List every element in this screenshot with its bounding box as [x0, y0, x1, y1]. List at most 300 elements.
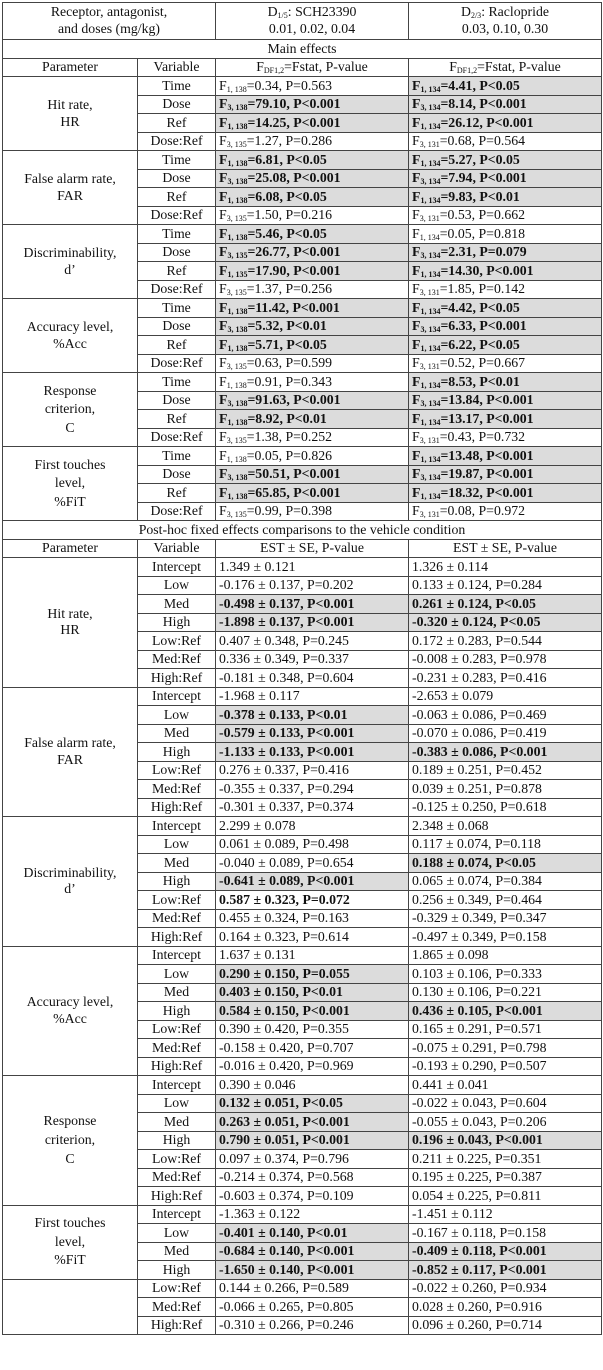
value-cell [216, 928, 409, 947]
value-cell [216, 1150, 409, 1169]
value-text: -1.898 ± 0.137, P<0.001 [219, 614, 355, 630]
value-cell [216, 1261, 409, 1280]
value-cell [216, 817, 409, 836]
value-text: 0.263 ± 0.051, P<0.001 [219, 1113, 350, 1129]
value-text: 0.455 ± 0.324, P=0.163 [219, 910, 349, 926]
value-cell [216, 946, 409, 965]
value-cell [409, 262, 602, 281]
column-header: $F_{DF1,2}=Fstat$, P-value [409, 58, 602, 77]
parameter-label: Hit rate, [47, 96, 93, 112]
variable-cell: Dose [138, 317, 216, 336]
value-text: $F_{3, 134}=6.33$, P<0.001 [412, 318, 527, 335]
value-text: 0.188 ± 0.074, P<0.05 [412, 854, 536, 870]
value-text: 0.336 ± 0.349, P=0.337 [219, 651, 349, 667]
value-text: 0.256 ± 0.349, P=0.464 [412, 891, 542, 907]
value-cell [216, 909, 409, 928]
value-cell [216, 1168, 409, 1187]
variable-cell: Dose [138, 169, 216, 188]
value-cell [216, 891, 409, 910]
value-cell [409, 595, 602, 614]
table-row [3, 1205, 602, 1224]
variable-cell: High [138, 1261, 216, 1280]
value-cell [409, 1039, 602, 1058]
value-cell [409, 1224, 602, 1243]
value-cell [409, 1205, 602, 1224]
value-text: $F_{3, 135}=1.27$, P=0.286 [219, 133, 333, 150]
value-cell [409, 1279, 602, 1298]
value-cell [216, 1187, 409, 1206]
value-cell [216, 1039, 409, 1058]
value-text: 0.133 ± 0.124, P=0.284 [412, 577, 542, 593]
variable-cell: Low [138, 706, 216, 725]
parameter-cell [3, 299, 138, 373]
value-text: 0.195 ± 0.225, P=0.387 [412, 1169, 542, 1185]
value-text: 2.299 ± 0.078 [219, 817, 296, 833]
value-text: 0.436 ± 0.105, P<0.001 [412, 1002, 543, 1018]
value-text: -0.497 ± 0.349, P=0.158 [412, 928, 547, 944]
value-cell [216, 354, 409, 373]
parameter-cell [3, 946, 138, 1076]
variable-cell: High:Ref [138, 928, 216, 947]
value-text: $F_{1, 134}=6.22$, P<0.05 [412, 336, 520, 353]
value-text: 0.290 ± 0.150, P=0.055 [219, 965, 350, 981]
value-text: -0.066 ± 0.265, P=0.805 [219, 1298, 354, 1314]
value-text: $F_{1, 138}=6.08$, P<0.05 [219, 188, 327, 205]
parameter-label: Response [43, 1113, 97, 1129]
variable-cell: Dose [138, 243, 216, 262]
value-text: $F_{1, 134}=13.48$, P<0.001 [412, 447, 534, 464]
variable-cell: High:Ref [138, 1057, 216, 1076]
variable-cell: High [138, 613, 216, 632]
value-cell [409, 687, 602, 706]
value-text: -0.409 ± 0.118, P<0.001 [412, 1243, 547, 1259]
value-text: 0.103 ± 0.106, P=0.333 [412, 965, 542, 981]
value-text: $F_{3, 134}=2.31$, P=0.079 [412, 244, 527, 261]
value-cell [409, 1298, 602, 1317]
value-cell [409, 724, 602, 743]
value-text: $F_{1, 134}=9.83$, P<0.01 [412, 188, 520, 205]
column-header: Variable [138, 539, 216, 558]
value-text: $F_{3, 138}=91.63$, P<0.001 [219, 392, 341, 409]
variable-cell: Med:Ref [138, 1298, 216, 1317]
value-text: $F_{3, 131}=0.52$, P=0.667 [412, 355, 526, 372]
value-cell [216, 632, 409, 651]
value-text: 0.096 ± 0.260, P=0.714 [412, 1317, 542, 1333]
value-text: $F_{3, 135}=26.77$, P<0.001 [219, 244, 341, 261]
value-text: 0.196 ± 0.043, P<0.001 [412, 1132, 543, 1148]
value-cell [216, 188, 409, 207]
value-cell [409, 447, 602, 466]
value-cell [216, 262, 409, 281]
parameter-label: criterion, [44, 401, 96, 417]
value-text: 0.065 ± 0.074, P=0.384 [412, 873, 542, 889]
posthoc-title-row [3, 521, 602, 540]
table-row [3, 558, 602, 577]
variable-cell: Med:Ref [138, 780, 216, 799]
value-text: $F_{1, 134}=14.30$, P<0.001 [412, 262, 534, 279]
table-row [3, 77, 602, 96]
value-cell [216, 114, 409, 133]
value-cell [409, 743, 602, 762]
variable-cell: Low [138, 965, 216, 984]
value-cell [409, 188, 602, 207]
value-cell [409, 1057, 602, 1076]
header-cell-c3 [409, 3, 602, 40]
column-header: Parameter [3, 539, 138, 558]
value-cell [216, 854, 409, 873]
parameter-label: Discriminability, [23, 244, 117, 260]
variable-cell: Low:Ref [138, 761, 216, 780]
value-text: 0.407 ± 0.348, P=0.245 [219, 632, 349, 648]
parameter-label: Hit rate, [47, 605, 93, 621]
value-cell [216, 447, 409, 466]
value-text: -0.231 ± 0.283, P=0.416 [412, 669, 547, 685]
variable-cell: Intercept [138, 687, 216, 706]
value-text: 0.164 ± 0.323, P=0.614 [219, 928, 349, 944]
value-cell [216, 225, 409, 244]
variable-cell: Low [138, 576, 216, 595]
value-text: 0.165 ± 0.291, P=0.571 [412, 1021, 542, 1037]
value-text: -0.378 ± 0.133, P<0.01 [219, 706, 348, 722]
value-cell [216, 965, 409, 984]
value-cell [216, 502, 409, 521]
value-text: $F_{3, 138}=25.08$, P<0.001 [219, 170, 341, 187]
variable-cell: Dose [138, 465, 216, 484]
header-line: $D_{2/3}$: Raclopride [460, 4, 549, 21]
value-cell [409, 946, 602, 965]
value-text: -1.968 ± 0.117 [219, 688, 300, 704]
value-cell [216, 77, 409, 96]
value-cell [409, 169, 602, 188]
variable-cell: Intercept [138, 1076, 216, 1095]
value-cell [409, 243, 602, 262]
variable-cell: Ref [138, 114, 216, 133]
value-cell [409, 780, 602, 799]
parameter-label: HR [60, 622, 80, 638]
value-text: -0.063 ± 0.086, P=0.469 [412, 706, 547, 722]
variable-cell: Dose:Ref [138, 132, 216, 151]
value-text: 0.584 ± 0.150, P<0.001 [219, 1002, 350, 1018]
value-text: -0.176 ± 0.137, P=0.202 [219, 577, 354, 593]
variable-cell: Low [138, 1224, 216, 1243]
header-cell-c2 [216, 3, 409, 40]
value-text: $F_{1, 138}=0.05$, P=0.826 [219, 447, 333, 464]
value-cell [409, 706, 602, 725]
value-text: 0.061 ± 0.089, P=0.498 [219, 836, 349, 852]
value-text: $F_{3, 131}=1.85$, P=0.142 [412, 281, 526, 298]
value-text: -0.016 ± 0.420, P=0.969 [219, 1058, 354, 1074]
parameter-label: %Acc [53, 1010, 87, 1026]
variable-cell: Med:Ref [138, 909, 216, 928]
value-cell [409, 1242, 602, 1261]
value-text: 0.144 ± 0.266, P=0.589 [219, 1280, 349, 1296]
parameter-label: Response [43, 382, 97, 398]
variable-cell: Med [138, 854, 216, 873]
value-cell [216, 780, 409, 799]
value-cell [409, 206, 602, 225]
variable-cell: Low:Ref [138, 632, 216, 651]
value-cell [216, 299, 409, 318]
value-cell [216, 132, 409, 151]
variable-cell: Intercept [138, 817, 216, 836]
value-cell [409, 1316, 602, 1335]
value-cell [216, 1020, 409, 1039]
parameter-cell [3, 1076, 138, 1206]
value-cell [216, 317, 409, 336]
value-cell [409, 1076, 602, 1095]
parameter-cell [3, 225, 138, 299]
main-effects-column-header-row [3, 58, 602, 77]
value-cell [216, 1205, 409, 1224]
column-header: $F_{DF1,2}=Fstat$, P-value [216, 58, 409, 77]
variable-cell: Med [138, 1113, 216, 1132]
variable-cell: Low [138, 1094, 216, 1113]
variable-cell: Med [138, 983, 216, 1002]
value-cell [409, 1187, 602, 1206]
value-cell [409, 391, 602, 410]
value-cell [409, 280, 602, 299]
value-text: $F_{1, 138}=5.46$, P<0.05 [219, 225, 327, 242]
value-text: -0.022 ± 0.043, P=0.604 [412, 1095, 547, 1111]
value-text: $F_{3, 131}=0.08$, P=0.972 [412, 503, 526, 520]
value-text: -0.167 ± 0.118, P=0.158 [412, 1224, 547, 1240]
value-cell [409, 1113, 602, 1132]
variable-cell: Intercept [138, 1205, 216, 1224]
variable-cell: High [138, 872, 216, 891]
value-text: $F_{3, 134}=7.94$, P<0.001 [412, 170, 527, 187]
value-cell [409, 1002, 602, 1021]
value-cell [216, 1298, 409, 1317]
value-text: -0.579 ± 0.133, P<0.001 [219, 725, 355, 741]
value-cell [216, 1224, 409, 1243]
value-cell [409, 484, 602, 503]
variable-cell: Dose:Ref [138, 502, 216, 521]
value-text: 0.130 ± 0.106, P=0.221 [412, 984, 542, 1000]
value-cell [409, 909, 602, 928]
value-cell [409, 576, 602, 595]
value-text: -0.040 ± 0.089, P=0.654 [219, 854, 354, 870]
value-text: 0.390 ± 0.420, P=0.355 [219, 1021, 349, 1037]
value-text: -0.022 ± 0.260, P=0.934 [412, 1280, 547, 1296]
value-cell [409, 1131, 602, 1150]
variable-cell: Med [138, 724, 216, 743]
value-text: -0.301 ± 0.337, P=0.374 [219, 799, 354, 815]
value-text: 0.028 ± 0.260, P=0.916 [412, 1298, 542, 1314]
value-text: $F_{3, 135}=0.99$, P=0.398 [219, 503, 333, 520]
value-text: $F_{1, 134}=4.41$, P<0.05 [412, 77, 520, 94]
value-cell [409, 299, 602, 318]
value-text: $F_{3, 135}=1.50$, P=0.216 [219, 207, 333, 224]
column-header: EST ± SE, P-value [216, 539, 409, 558]
value-text: 0.132 ± 0.051, P<0.05 [219, 1095, 343, 1111]
value-cell [216, 336, 409, 355]
value-text: 1.637 ± 0.131 [219, 947, 296, 963]
value-cell [409, 817, 602, 836]
value-text: -2.653 ± 0.079 [412, 688, 494, 704]
value-text: -0.603 ± 0.374, P=0.109 [219, 1187, 354, 1203]
variable-cell: High [138, 1131, 216, 1150]
value-cell [216, 761, 409, 780]
parameter-label: False alarm rate, [24, 735, 116, 751]
parameter-label: FAR [57, 187, 83, 203]
value-cell [409, 1094, 602, 1113]
variable-cell: Med:Ref [138, 1168, 216, 1187]
table-row [3, 225, 602, 244]
value-text: -0.125 ± 0.250, P=0.618 [412, 799, 547, 815]
value-text: 0.587 ± 0.323, P=0.072 [219, 891, 350, 907]
header-line: $D_{1/5}$: SCH23390 [267, 4, 357, 21]
parameter-label: %FiT [54, 1252, 86, 1268]
value-text: 1.326 ± 0.114 [412, 558, 489, 574]
value-cell [409, 1168, 602, 1187]
value-cell [409, 317, 602, 336]
value-text: $F_{1, 134}=26.12$, P<0.001 [412, 114, 534, 131]
parameter-cell [3, 558, 138, 688]
parameter-label: Discriminability, [23, 864, 117, 880]
value-text: -0.008 ± 0.283, P=0.978 [412, 651, 547, 667]
value-text: $F_{3, 134}=8.14$, P<0.001 [412, 96, 527, 113]
parameter-label: level, [54, 1233, 86, 1249]
value-text: -0.158 ± 0.420, P=0.707 [219, 1039, 354, 1055]
value-text: $F_{3, 138}=5.32$, P<0.01 [219, 318, 327, 335]
parameter-label: d’ [64, 261, 76, 277]
variable-cell: High:Ref [138, 1187, 216, 1206]
variable-cell: Med [138, 1242, 216, 1261]
value-text: $F_{3, 131}=0.68$, P=0.564 [412, 133, 526, 150]
value-text: $F_{1, 134}=0.05$, P=0.818 [412, 225, 526, 242]
parameter-label: First touches [34, 1215, 106, 1231]
value-text: 2.348 ± 0.068 [412, 817, 489, 833]
variable-cell: Ref [138, 336, 216, 355]
variable-cell: Time [138, 77, 216, 96]
variable-cell: Med [138, 595, 216, 614]
value-text: $F_{1, 134}=13.17$, P<0.001 [412, 410, 534, 427]
value-text: $F_{1, 134}=5.27$, P<0.05 [412, 151, 520, 168]
parameter-cell [3, 77, 138, 151]
variable-cell: Low [138, 835, 216, 854]
value-cell [216, 687, 409, 706]
value-text: $F_{1, 138}=14.25$, P<0.001 [219, 114, 341, 131]
variable-cell: Ref [138, 262, 216, 281]
value-cell [409, 872, 602, 891]
variable-cell: Ref [138, 484, 216, 503]
header-line: 0.03, 0.10, 0.30 [461, 21, 549, 36]
variable-cell: Med:Ref [138, 1039, 216, 1058]
variable-cell: Med:Ref [138, 650, 216, 669]
value-text: $F_{1, 138}=8.92$, P<0.01 [219, 410, 327, 427]
parameter-label: d’ [64, 881, 76, 897]
value-cell [409, 613, 602, 632]
value-text: -0.641 ± 0.089, P<0.001 [219, 873, 355, 889]
value-cell [216, 1279, 409, 1298]
value-cell [409, 502, 602, 521]
value-text: 0.211 ± 0.225, P=0.351 [412, 1150, 542, 1166]
column-header: Variable [138, 58, 216, 77]
value-cell [409, 798, 602, 817]
variable-cell: Ref [138, 188, 216, 207]
header-line: 0.01, 0.02, 0.04 [268, 21, 356, 36]
variable-cell: Dose:Ref [138, 428, 216, 447]
value-cell [216, 1113, 409, 1132]
value-cell [409, 151, 602, 170]
value-cell [216, 1076, 409, 1095]
variable-cell: High [138, 1002, 216, 1021]
value-cell [409, 983, 602, 1002]
parameter-cell [3, 687, 138, 817]
value-text: -0.310 ± 0.266, P=0.246 [219, 1317, 354, 1333]
variable-cell: Intercept [138, 946, 216, 965]
variable-cell: High:Ref [138, 1316, 216, 1335]
value-text: $F_{1, 134}=8.53$, P<0.01 [412, 373, 520, 390]
table-row [3, 946, 602, 965]
value-text: -0.214 ± 0.374, P=0.568 [219, 1169, 354, 1185]
parameter-cell [3, 373, 138, 447]
value-cell [409, 558, 602, 577]
value-text: -1.133 ± 0.133, P<0.001 [219, 743, 355, 759]
main-effects-title: Main effects [3, 40, 602, 59]
value-cell [216, 743, 409, 762]
parameter-label: FAR [57, 751, 83, 767]
variable-cell: Intercept [138, 558, 216, 577]
value-text: 0.790 ± 0.051, P<0.001 [219, 1132, 350, 1148]
value-cell [216, 835, 409, 854]
value-text: 0.054 ± 0.225, P=0.811 [412, 1187, 542, 1203]
value-text: -0.355 ± 0.337, P=0.294 [219, 780, 354, 796]
value-cell [409, 428, 602, 447]
value-cell [216, 151, 409, 170]
parameter-label: Accuracy level, [26, 318, 114, 334]
header-row [3, 3, 602, 40]
value-cell [409, 336, 602, 355]
table-row [3, 447, 602, 466]
table-row [3, 687, 602, 706]
value-text: $F_{3, 138}=50.51$, P<0.001 [219, 466, 341, 483]
value-cell [216, 1057, 409, 1076]
value-cell [216, 595, 409, 614]
value-text: -1.363 ± 0.122 [219, 1206, 301, 1222]
posthoc-column-header-row [3, 539, 602, 558]
value-cell [409, 465, 602, 484]
value-text: $F_{3, 134}=13.84$, P<0.001 [412, 392, 534, 409]
value-text: $F_{3, 131}=0.43$, P=0.732 [412, 429, 526, 446]
parameter-label: level, [54, 475, 86, 491]
value-cell [409, 650, 602, 669]
value-cell [216, 428, 409, 447]
value-text: 0.117 ± 0.074, P=0.118 [412, 836, 541, 852]
value-cell [409, 669, 602, 688]
value-text: 0.172 ± 0.283, P=0.544 [412, 632, 542, 648]
table-row [3, 151, 602, 170]
variable-cell: Low:Ref [138, 891, 216, 910]
column-header: EST ± SE, P-value [409, 539, 602, 558]
value-cell [216, 576, 409, 595]
variable-cell: High:Ref [138, 669, 216, 688]
value-text: $F_{1, 134}=4.42$, P<0.05 [412, 299, 520, 316]
value-text: -0.852 ± 0.117, P<0.001 [412, 1261, 547, 1277]
value-text: $F_{1, 138}=0.34$, P=0.563 [219, 77, 333, 94]
parameter-label: False alarm rate, [24, 170, 116, 186]
parameter-label: Accuracy level, [26, 994, 114, 1010]
value-cell [216, 95, 409, 114]
value-cell [216, 872, 409, 891]
value-text: -0.684 ± 0.140, P<0.001 [219, 1243, 355, 1259]
statistics-table [2, 2, 602, 1335]
value-cell [216, 706, 409, 725]
value-cell [409, 410, 602, 429]
value-text: 0.189 ± 0.251, P=0.452 [412, 762, 542, 778]
value-text: 1.349 ± 0.121 [219, 558, 296, 574]
value-text: -1.650 ± 0.140, P<0.001 [219, 1261, 355, 1277]
